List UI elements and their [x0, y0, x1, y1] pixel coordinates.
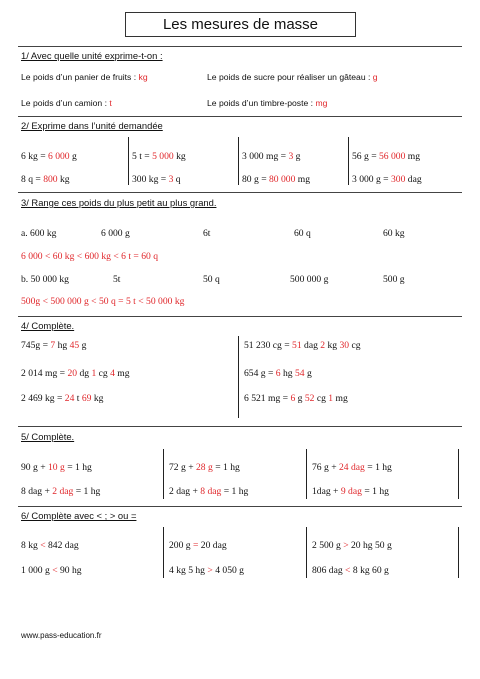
s3-row-a-item: 6t: [203, 228, 211, 239]
s3-row-b-item: 500 000 g: [290, 274, 329, 285]
s6-cell: 806 dag < 8 kg 60 g: [312, 565, 389, 576]
s2-cell: 3 000 g = 300 dag: [352, 174, 422, 185]
s5-cell: 76 g + 24 dag = 1 hg: [312, 462, 392, 473]
column-divider: [306, 527, 307, 578]
s2-cell: 3 000 mg = 3 g: [242, 151, 301, 162]
s1-item-sucre: Le poids de sucre pour réaliser un gâteau : g: [207, 72, 378, 82]
divider: [18, 46, 462, 47]
s5-cell: 1dag + 9 dag = 1 hg: [312, 486, 389, 497]
s4-left-row: 745g = 7 hg 45 g: [21, 340, 87, 351]
s5-cell: 90 g + 10 g = 1 hg: [21, 462, 92, 473]
section-5-header: 5/ Complète.: [21, 431, 75, 442]
s3-answer-a: 6 000 < 60 kg < 600 kg < 6 t = 60 q: [21, 251, 159, 262]
s3-row-a-item: 6 000 g: [101, 228, 130, 239]
column-divider: [306, 449, 307, 499]
divider: [18, 116, 462, 117]
s2-cell: 6 kg = 6 000 g: [21, 151, 77, 162]
section-4-header: 4/ Complète.: [21, 320, 75, 331]
s3-answer-b: 500g < 500 000 g < 50 q = 5 t < 50 000 kg: [21, 296, 185, 307]
column-divider: [128, 137, 129, 185]
s3-row-a-item: a. 600 kg: [21, 228, 57, 239]
s4-right-row: 51 230 cg = 51 dag 2 kg 30 cg: [244, 340, 361, 351]
s2-cell: 5 t = 5 000 kg: [132, 151, 186, 162]
s1-item-camion: Le poids d’un camion : t: [21, 98, 112, 108]
s5-cell: 72 g + 28 g = 1 hg: [169, 462, 240, 473]
s6-cell: 8 kg < 842 dag: [21, 540, 79, 551]
s3-row-b-item: b. 50 000 kg: [21, 274, 69, 285]
s2-cell: 8 q = 800 kg: [21, 174, 70, 185]
s4-right-row: 654 g = 6 hg 54 g: [244, 368, 312, 379]
divider: [18, 192, 462, 193]
s3-row-b-item: 5t: [113, 274, 121, 285]
s2-cell: 80 g = 80 000 mg: [242, 174, 311, 185]
divider: [18, 316, 462, 317]
s5-cell: 2 dag + 8 dag = 1 hg: [169, 486, 249, 497]
footer-url[interactable]: www.pass-education.fr: [21, 631, 102, 640]
section-3-header: 3/ Range ces poids du plus petit au plus grand.: [21, 197, 217, 208]
s5-cell: 8 dag + 2 dag = 1 hg: [21, 486, 101, 497]
s4-left-row: 2 014 mg = 20 dg 1 cg 4 mg: [21, 368, 130, 379]
s3-row-b-item: 50 q: [203, 274, 220, 285]
s4-left-row: 2 469 kg = 24 t 69 kg: [21, 393, 104, 404]
s3-row-b-item: 500 g: [383, 274, 405, 285]
s4-right-row: 6 521 mg = 6 g 52 cg 1 mg: [244, 393, 348, 404]
s3-row-a-item: 60 q: [294, 228, 311, 239]
s3-row-a-item: 60 kg: [383, 228, 405, 239]
page-title: Les mesures de masse: [162, 16, 319, 33]
s6-cell: 2 500 g > 20 hg 50 g: [312, 540, 392, 551]
section-6-header: 6/ Complète avec < ; > ou =: [21, 510, 137, 521]
s2-cell: 300 kg = 3 q: [132, 174, 181, 185]
divider: [18, 426, 462, 427]
column-divider: [458, 527, 459, 578]
s1-item-fruits: Le poids d’un panier de fruits : kg: [21, 72, 148, 82]
column-divider: [163, 527, 164, 578]
s6-cell: 4 kg 5 hg > 4 050 g: [169, 565, 244, 576]
column-divider: [458, 449, 459, 499]
column-divider: [238, 137, 239, 185]
s2-cell: 56 g = 56 000 mg: [352, 151, 421, 162]
s1-item-timbre: Le poids d’un timbre-poste : mg: [207, 98, 328, 108]
section-2-header: 2/ Exprime dans l’unité demandée: [21, 120, 163, 131]
divider: [18, 506, 462, 507]
s6-cell: 1 000 g < 90 hg: [21, 565, 82, 576]
column-divider: [348, 137, 349, 185]
column-divider: [163, 449, 164, 499]
column-divider: [238, 336, 239, 418]
section-1-header: 1/ Avec quelle unité exprime-t-on :: [21, 50, 163, 61]
s6-cell: 200 g = 20 dag: [169, 540, 227, 551]
page-title-box: [125, 12, 356, 37]
